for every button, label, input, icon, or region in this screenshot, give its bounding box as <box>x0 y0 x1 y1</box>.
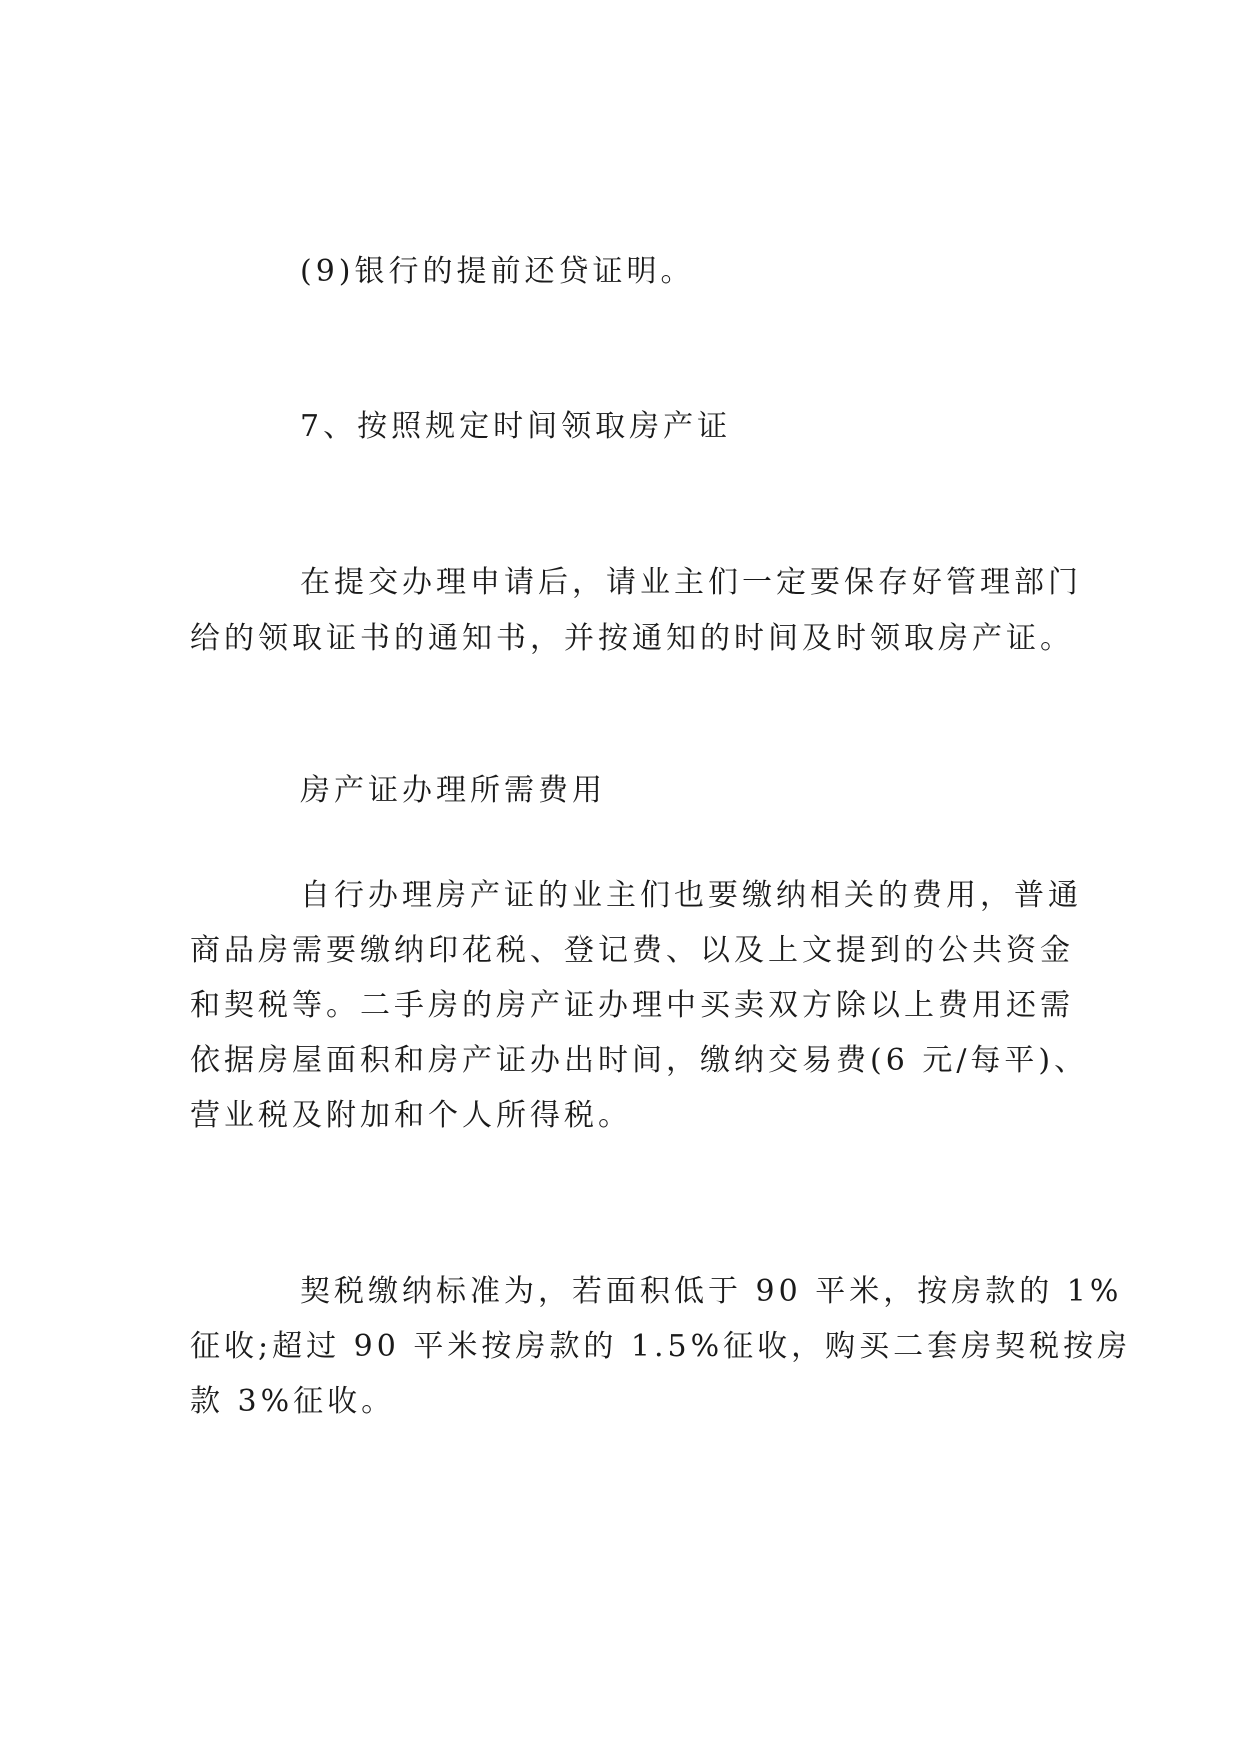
paragraph-line: 在提交办理申请后，请业主们一定要保存好管理部门 <box>300 565 1082 600</box>
paragraph-line: 自行办理房产证的业主们也要缴纳相关的费用，普通 <box>300 878 1082 913</box>
paragraph-line: 商品房需要缴纳印花税、登记费、以及上文提到的公共资金 <box>190 933 1074 968</box>
section-heading-7: 7、按照规定时间领取房产证 <box>300 409 732 444</box>
paragraph-line: 依据房屋面积和房产证办出时间，缴纳交易费(6 元/每平)、 <box>190 1043 1089 1078</box>
paragraph-line: 给的领取证书的通知书，并按通知的时间及时领取房产证。 <box>190 621 1074 656</box>
paragraph-line: 款 3%征收。 <box>190 1384 396 1419</box>
list-item-9: (9)银行的提前还贷证明。 <box>300 254 695 289</box>
paragraph-line: 和契税等。二手房的房产证办理中买卖双方除以上费用还需 <box>190 988 1074 1023</box>
fees-heading: 房产证办理所需费用 <box>300 773 606 808</box>
paragraph-line: 契税缴纳标准为，若面积低于 90 平米，按房款的 1% <box>300 1274 1123 1309</box>
paragraph-line: 营业税及附加和个人所得税。 <box>190 1098 632 1133</box>
paragraph-line: 征收;超过 90 平米按房款的 1.5%征收，购买二套房契税按房 <box>190 1329 1132 1364</box>
